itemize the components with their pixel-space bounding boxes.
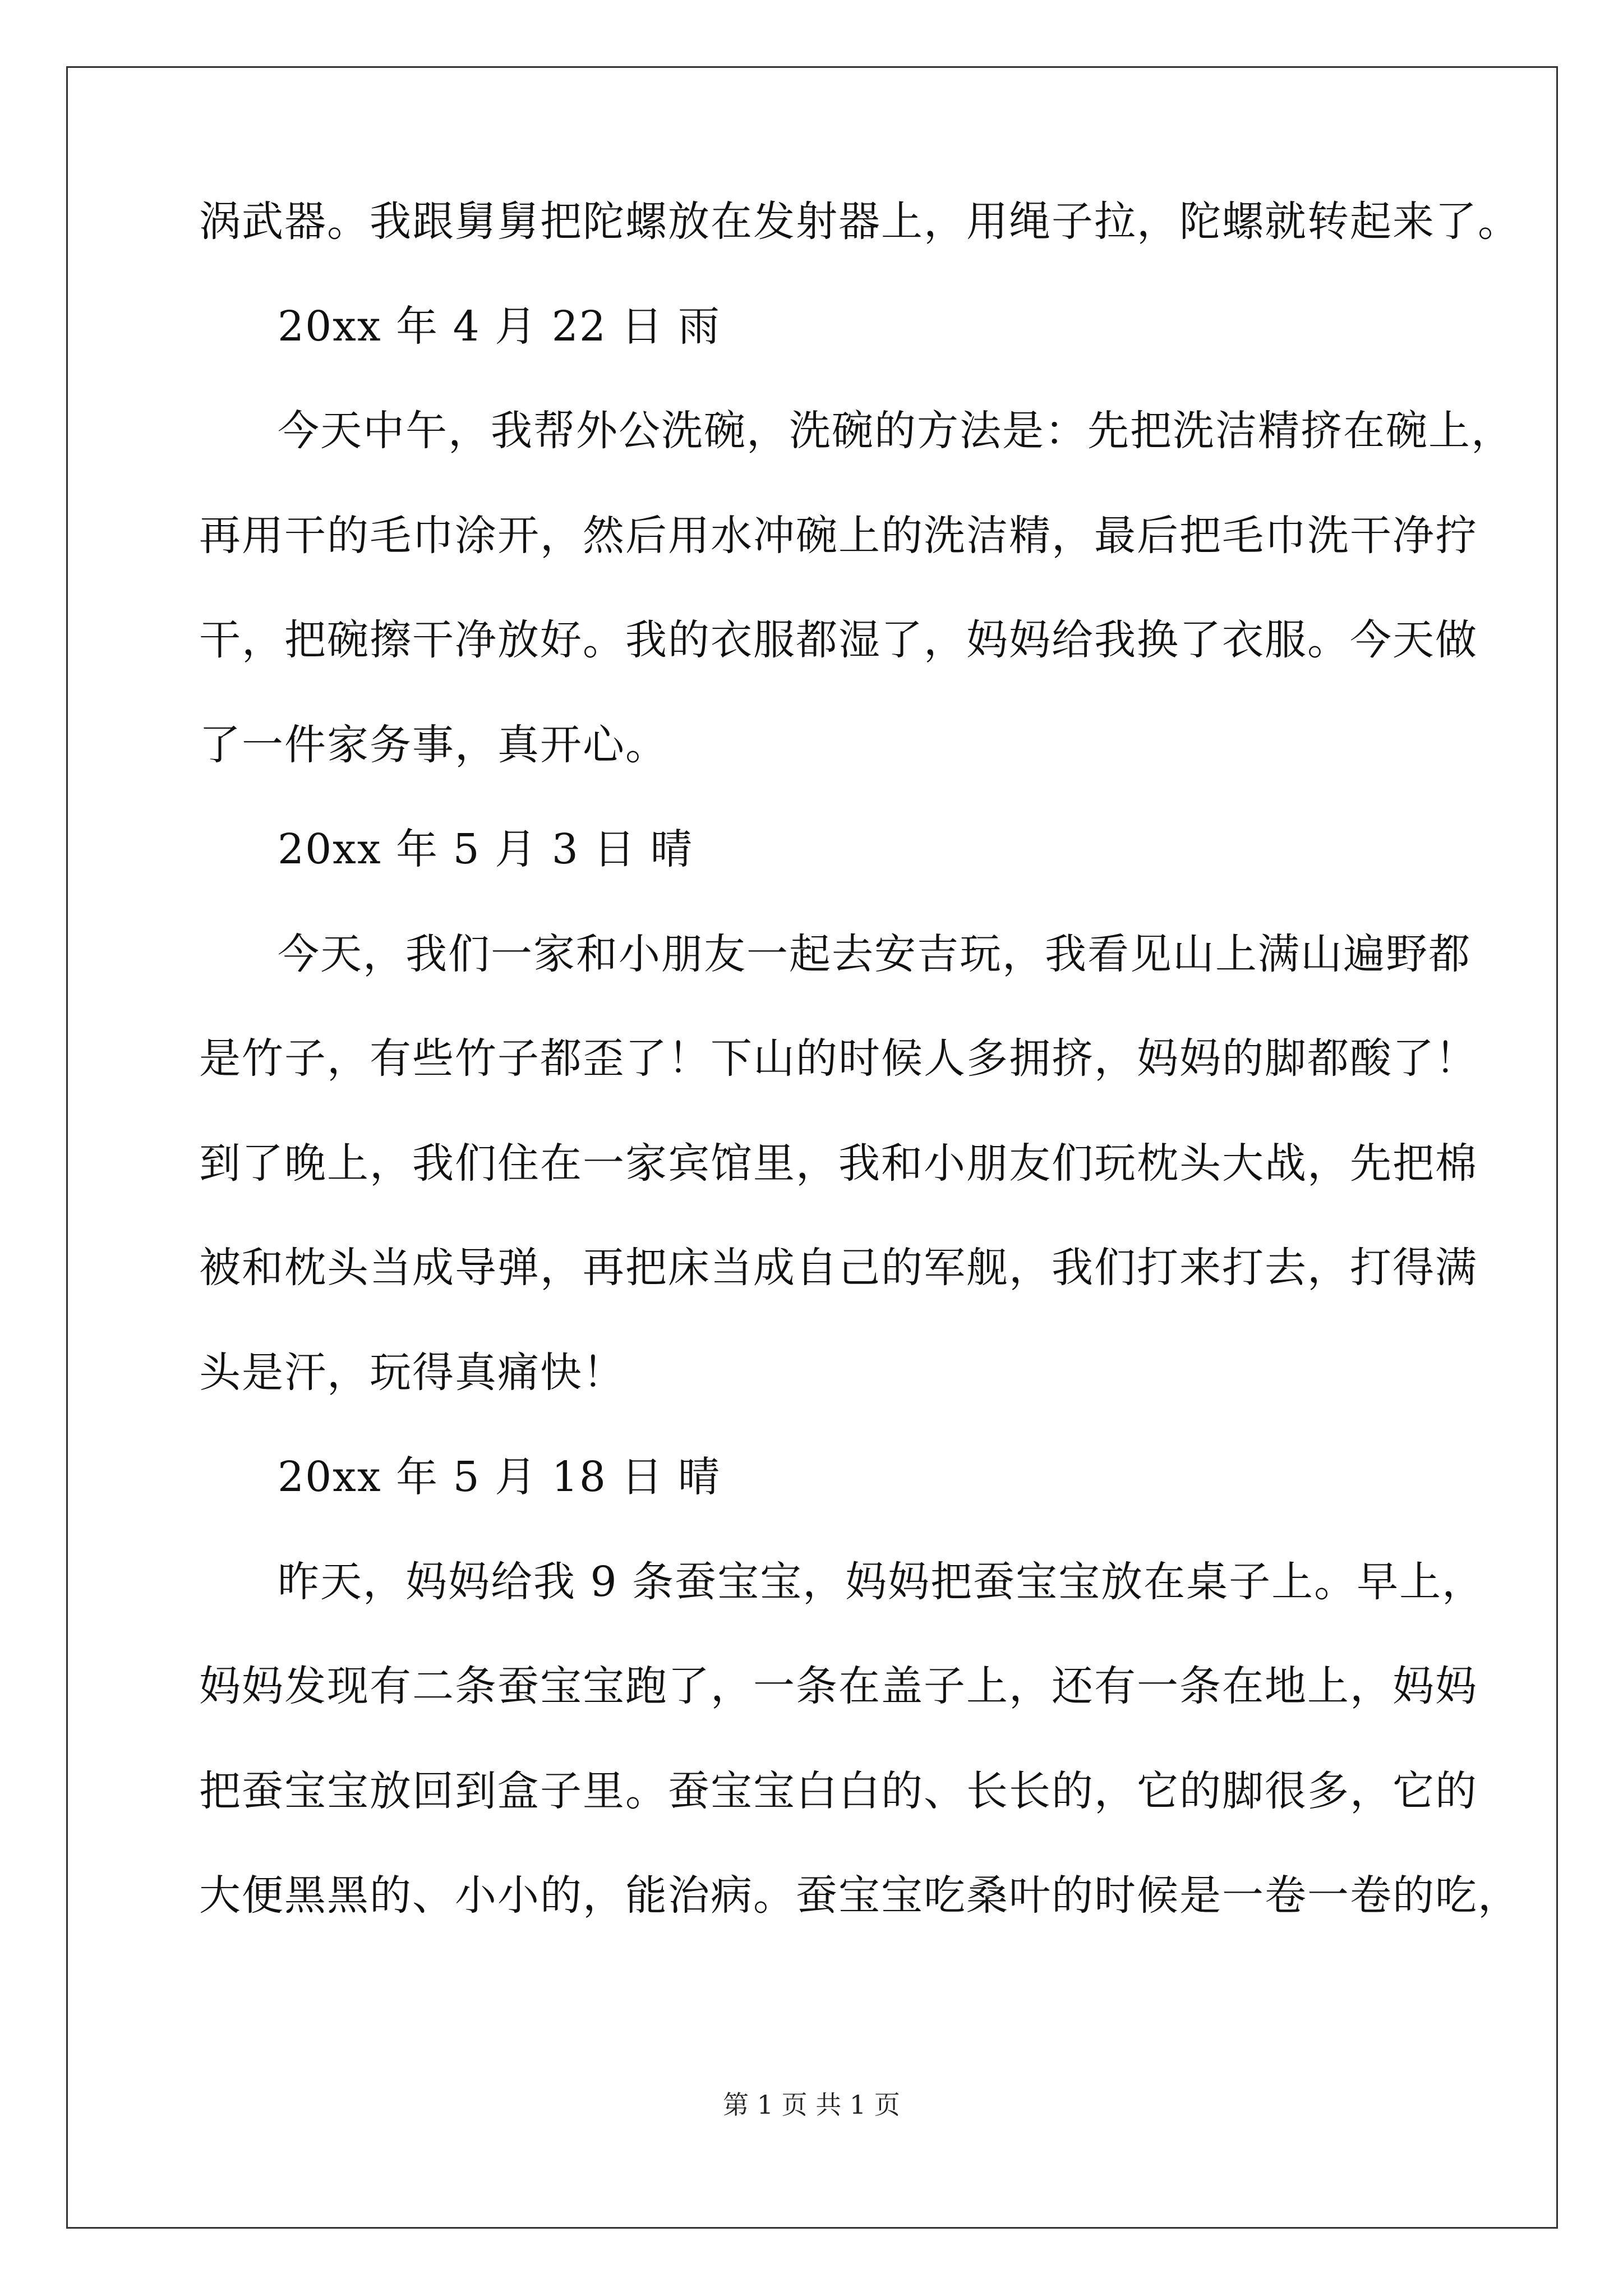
text-line: 被和枕头当成导弹，再把床当成自己的军舰，我们打来打去，打得满 [199,1244,1478,1292]
text-line: 到了晚上，我们住在一家宾馆里，我和小朋友们玩枕头大战，先把棉 [199,1139,1478,1188]
text-line: 大便黑黑的、小小的，能治病。蚕宝宝吃桑叶的时候是一卷一卷的吃， [199,1871,1520,1920]
text-line: 了一件家务事，真开心。 [199,721,668,769]
text-line: 头是汗，玩得真痛快！ [199,1349,625,1397]
diary-date-heading: 20xx 年 5 月 18 日 晴 [278,1453,721,1501]
text-line: 干，把碗擦干净放好。我的衣服都湿了，妈妈给我换了衣服。今天做 [199,616,1478,664]
diary-date-heading: 20xx 年 4 月 22 日 雨 [278,302,721,351]
diary-date-heading: 20xx 年 5 月 3 日 晴 [278,825,693,873]
paragraph-first-line: 今天中午，我帮外公洗碗，洗碗的方法是：先把洗洁精挤在碗上， [278,407,1514,455]
page-number-footer: 第 1 页 共 1 页 [723,2090,900,2120]
paragraph-first-line: 今天，我们一家和小朋友一起去安吉玩，我看见山上满山遍野都 [278,930,1471,978]
text-line: 涡武器。我跟舅舅把陀螺放在发射器上，用绳子拉，陀螺就转起来了。 [199,197,1520,246]
text-line: 把蚕宝宝放回到盒子里。蚕宝宝白白的、长长的，它的脚很多，它的 [199,1767,1478,1815]
text-line: 妈妈发现有二条蚕宝宝跑了，一条在盖子上，还有一条在地上，妈妈 [199,1662,1478,1710]
paragraph-first-line: 昨天，妈妈给我 9 条蚕宝宝，妈妈把蚕宝宝放在桌子上。早上， [278,1558,1485,1606]
text-line: 是竹子，有些竹子都歪了！下山的时候人多拥挤，妈妈的脚都酸了！ [199,1034,1478,1083]
text-line: 再用干的毛巾涂开，然后用水冲碗上的洗洁精，最后把毛巾洗干净拧 [199,512,1478,560]
